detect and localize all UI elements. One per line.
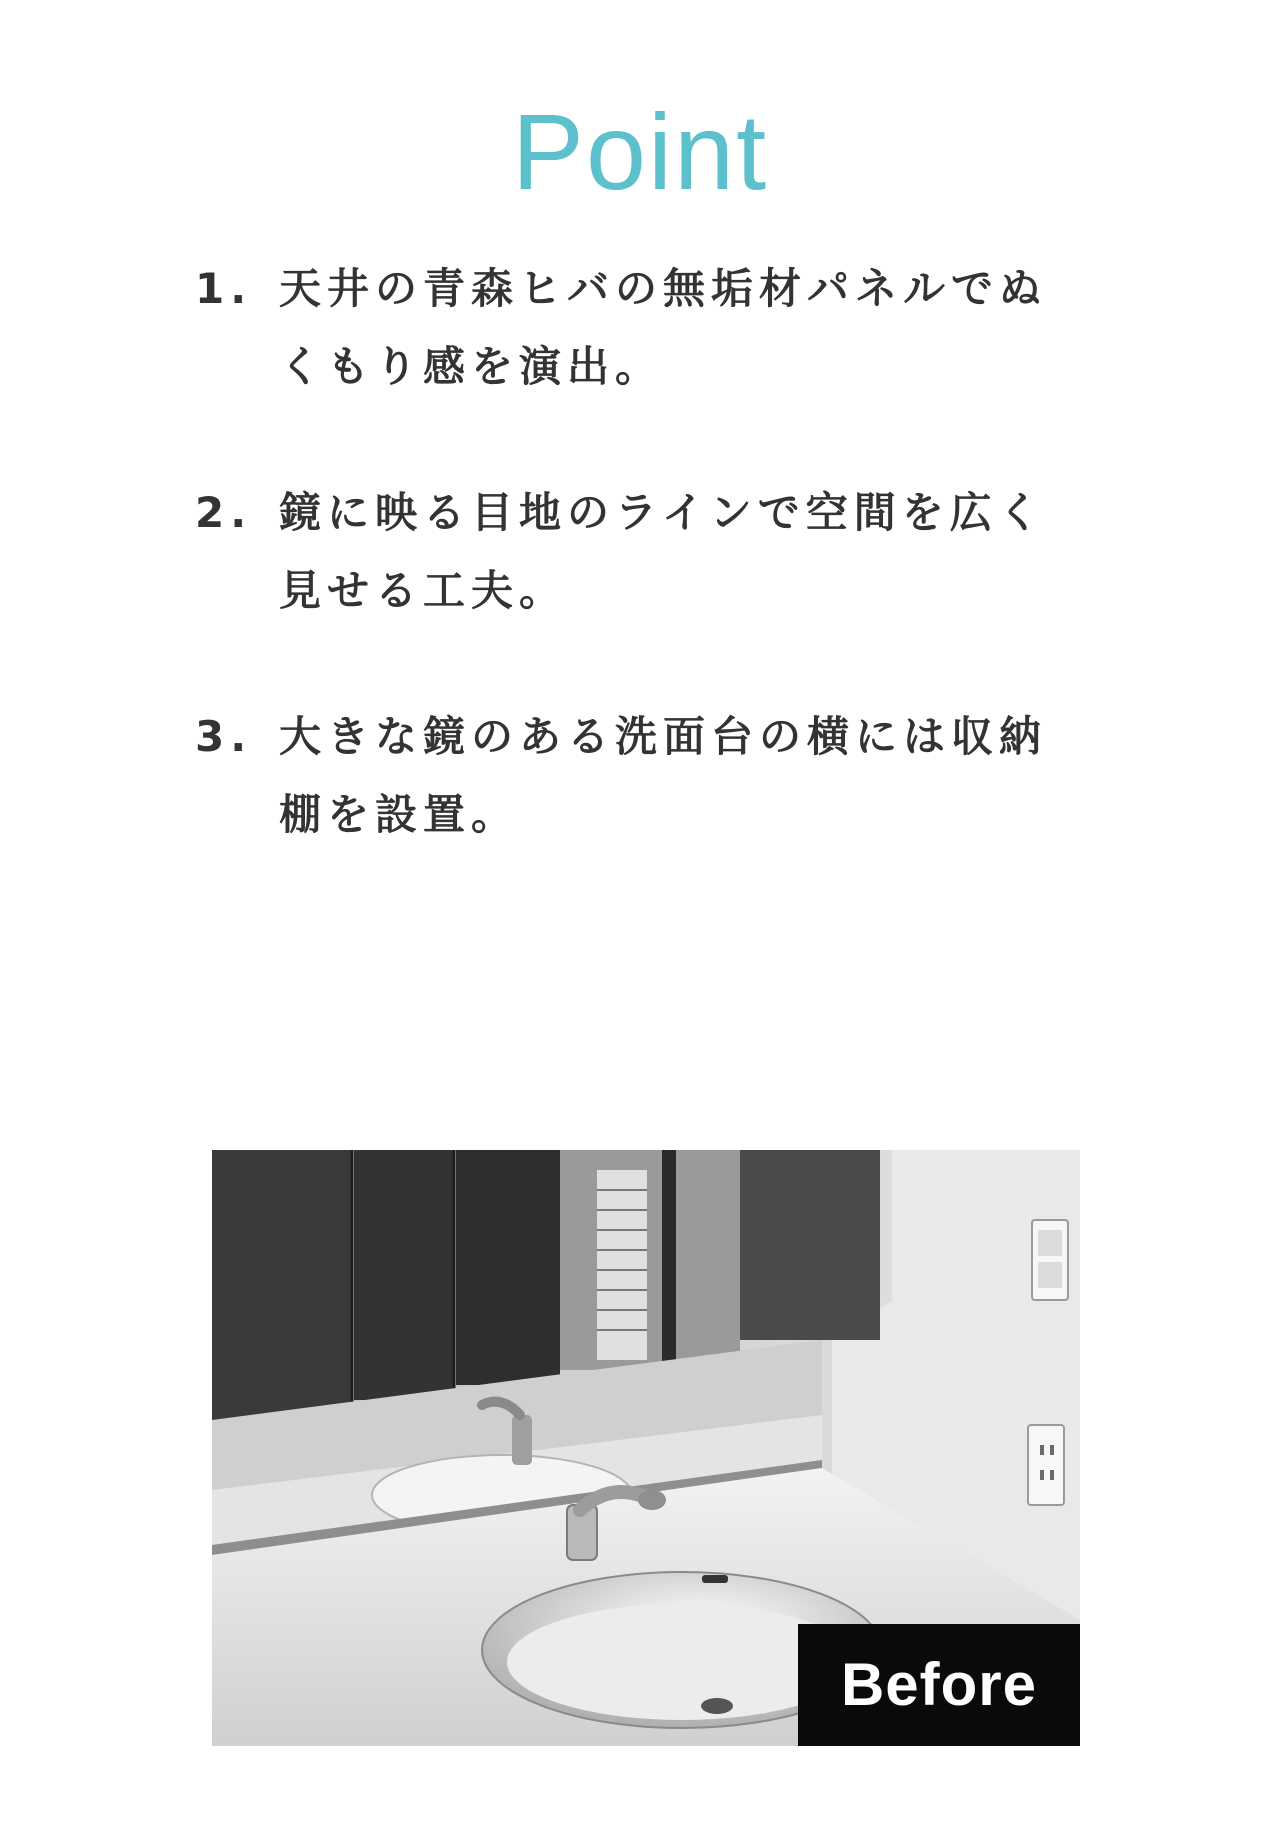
point-text: 天井の青森ヒバの無垢材パネルでぬくもり感を演出。: [279, 264, 1048, 391]
page-title: Point: [511, 91, 769, 212]
before-badge: Before: [798, 1624, 1080, 1746]
point-item-2: [195, 474, 1095, 630]
before-photo: [212, 1150, 1080, 1746]
point-item-1: [195, 250, 1095, 406]
point-item-3: [195, 698, 1095, 854]
point-number: 1.: [195, 264, 253, 313]
point-text: 大きな鏡のある洗面台の横には収納棚を設置。: [279, 712, 1048, 839]
point-number: 2.: [195, 488, 253, 537]
point-text: 鏡に映る目地のラインで空間を広く見せる工夫。: [279, 488, 1046, 615]
point-list: [195, 250, 1095, 922]
point-number: 3.: [195, 712, 253, 761]
